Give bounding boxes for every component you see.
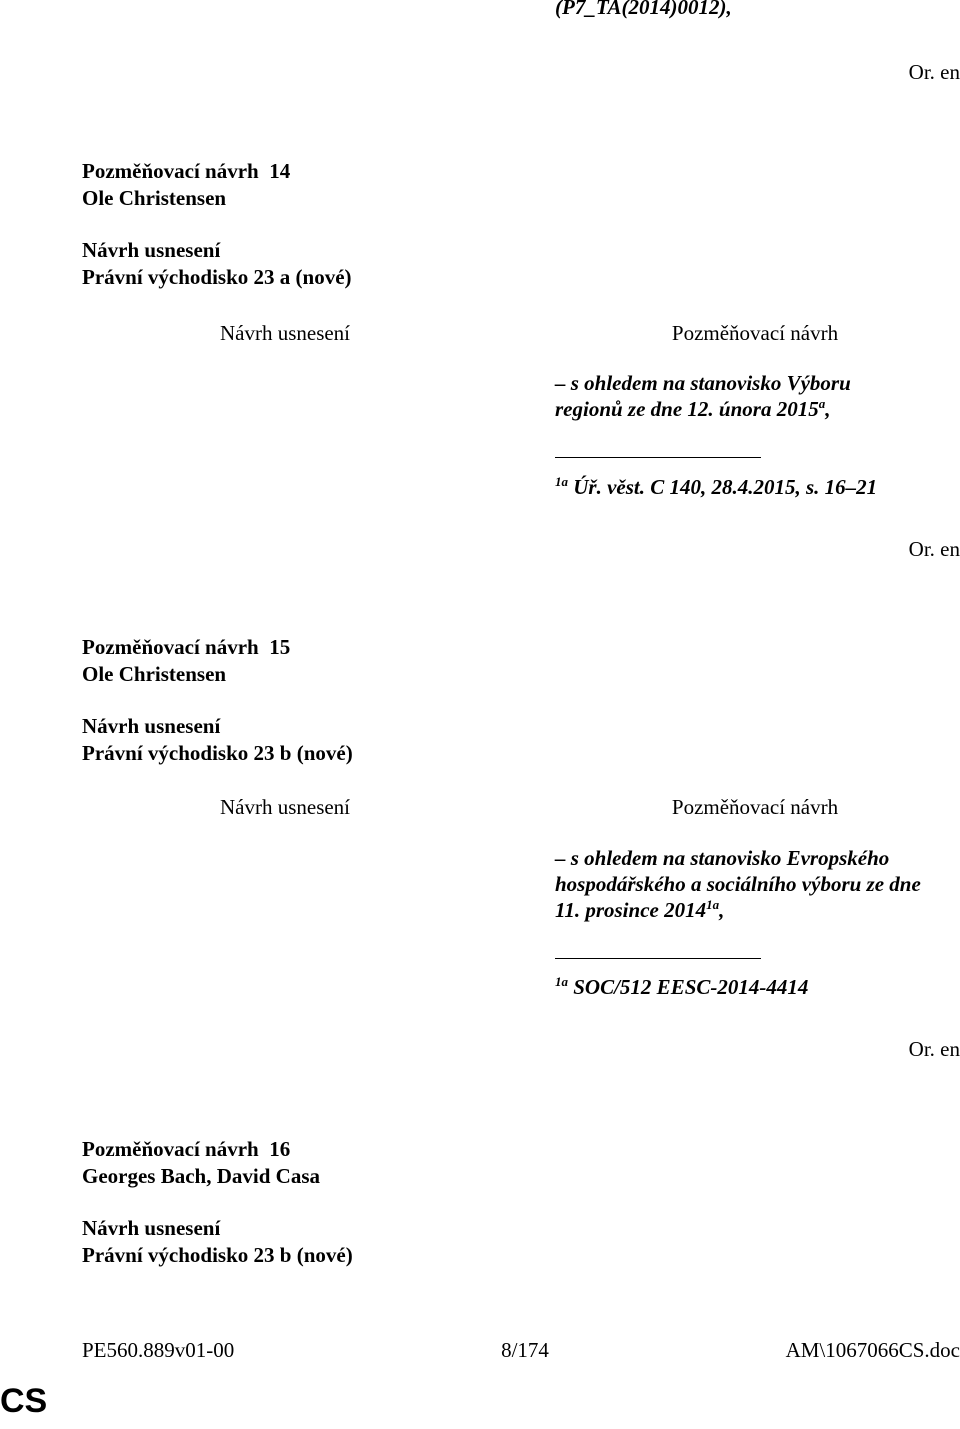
previous-text-fragment: (P7_TA(2014)0012), xyxy=(555,0,732,19)
amendment-heading: Pozměňovací návrh 14 xyxy=(82,159,291,183)
column-header-amendment: Pozměňovací návrh xyxy=(671,321,839,345)
amendment-text-line: hospodářského a sociálního výboru ze dne xyxy=(555,872,921,896)
citation-reference: Právní východisko 23 a (nové) xyxy=(82,265,352,289)
document-part: Návrh usnesení xyxy=(82,714,221,738)
original-language-label: Or. en xyxy=(908,1037,960,1061)
amendment-authors: Ole Christensen xyxy=(82,186,227,210)
amendment-heading: Pozměňovací návrh 15 xyxy=(82,635,291,659)
footnote-separator xyxy=(555,958,761,959)
footer-language-code: CS xyxy=(0,1382,48,1420)
citation-reference: Právní východisko 23 b (nové) xyxy=(82,1243,353,1267)
footer-file-name: AM\1067066CS.doc xyxy=(785,1338,960,1362)
amendment-heading: Pozměňovací návrh 16 xyxy=(82,1137,291,1161)
footnote: $^{1a}$ Úř. věst. C 140, 28.4.2015, s. 16–21 xyxy=(555,474,878,499)
original-language-label: Or. en xyxy=(908,60,960,84)
footer-page-number: 8/174 xyxy=(501,1338,549,1362)
footnote-reference: a xyxy=(818,396,826,411)
amendment-authors: Ole Christensen xyxy=(82,662,227,686)
column-header-original: Návrh usnesení xyxy=(219,321,351,345)
original-language-label: Or. en xyxy=(908,537,960,561)
footnote-mark: 1a xyxy=(555,974,568,989)
footnote-mark: 1a xyxy=(555,474,568,489)
footer-document-reference: PE560.889v01-00 xyxy=(82,1338,235,1362)
amendment-number: 14 xyxy=(269,159,291,183)
document-part: Návrh usnesení xyxy=(82,1216,221,1240)
amendment-text-line: 11. prosince $2014^{1a}$, xyxy=(555,897,725,922)
amendment-number: 15 xyxy=(269,635,291,659)
amendment-number: 16 xyxy=(269,1137,291,1161)
column-header-original: Návrh usnesení xyxy=(219,795,351,819)
amendment-text-line: – s ohledem na stanovisko Evropského xyxy=(555,846,890,870)
citation-reference: Právní východisko 23 b (nové) xyxy=(82,741,353,765)
amendment-authors: Georges Bach, David Casa xyxy=(82,1164,320,1188)
amendment-text-line: – s ohledem na stanovisko Výboru xyxy=(555,371,851,395)
amendment-text-line: regionů ze dne 12. února 2015$^a$, xyxy=(555,396,831,421)
footnote-reference: 1a xyxy=(706,897,720,912)
document-part: Návrh usnesení xyxy=(82,238,221,262)
footnote: $^{1a}$ SOC/512 EESC-2014-4414 xyxy=(555,974,809,999)
column-header-amendment: Pozměňovací návrh xyxy=(671,795,839,819)
footnote-separator xyxy=(555,457,761,458)
